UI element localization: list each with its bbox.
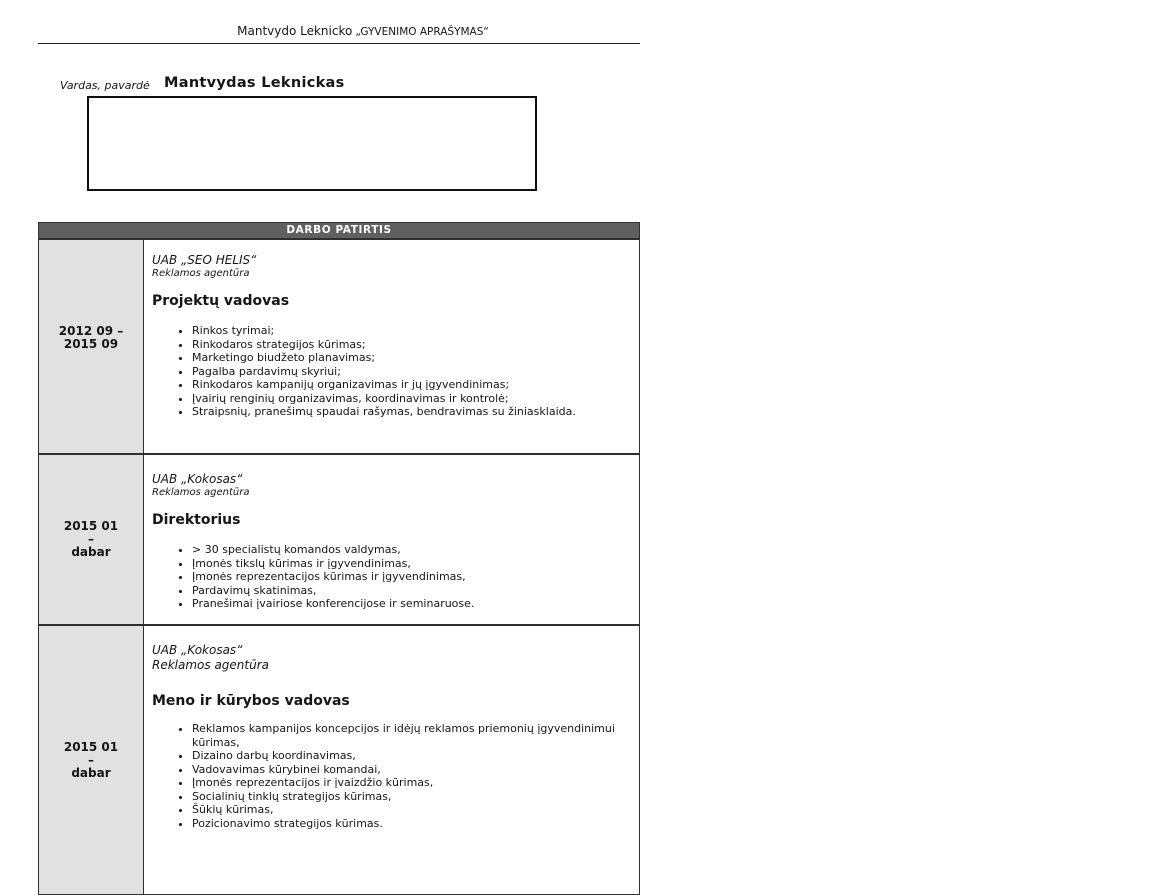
title-divider (38, 43, 640, 44)
page-title-prefix: Mantvydo Leknicko (237, 24, 353, 38)
experience-details-cell (144, 455, 639, 624)
duty-item: • Šūkių kūrimas, (192, 803, 625, 817)
job-title: Direktorius (152, 512, 241, 528)
page-title-caps: „GYVENIMO APRAŠYMAS“ (355, 26, 489, 38)
company-name: UAB „Kokosas“ (152, 472, 243, 486)
experience-table (38, 222, 640, 895)
duties-list (152, 543, 625, 611)
duty-item: • > 30 specialistų komandos valdymas, (192, 543, 625, 557)
company-name: UAB „Kokosas“ (152, 643, 243, 657)
period-line: 2015 01 (63, 519, 119, 533)
duty-item: • Pozicionavimo strategijos kūrimas. (192, 817, 625, 831)
duty-item: • Įmonės tikslų kūrimas ir įgyvendinimas, (192, 557, 625, 571)
experience-row (39, 453, 639, 624)
duty-item: • Įvairių renginių organizavimas, koordinavimas ir kontrolė; (192, 392, 625, 406)
duty-item: • Vadovavimas kūrybinei komandai, (192, 763, 625, 777)
period-line: dabar (71, 765, 111, 780)
company-type: Reklamos agentūra (152, 658, 270, 672)
company-type: Reklamos agentūra (152, 487, 250, 498)
experience-details-cell (144, 626, 639, 894)
duty-item: • Socialinių tinklų strategijos kūrimas, (192, 790, 625, 804)
period-line: – (88, 532, 94, 546)
duty-item: • Marketingo biudžeto planavimas; (192, 351, 625, 365)
name-field-value: Mantvydas Leknickas (164, 75, 345, 91)
duty-item: • Pardavimų skatinimas, (192, 584, 625, 598)
duty-item: • Reklamos kampanijos koncepcijos ir idėjų reklamos priemonių įgyvendinimui kūrimas, (192, 722, 625, 749)
company-type: Reklamos agentūra (152, 268, 250, 279)
period-line: 2015 09 (63, 336, 119, 351)
name-field-label: Vardas, pavardė (60, 79, 150, 92)
period-cell (39, 455, 144, 624)
period-line: – (88, 752, 94, 767)
duty-item: • Pranešimai įvairiose konferencijose ir seminaruose. (192, 597, 625, 611)
duties-list (152, 324, 625, 419)
period-cell (39, 626, 144, 894)
experience-details-cell (144, 240, 639, 453)
period-cell (39, 240, 144, 453)
job-title: Meno ir kūrybos vadovas (152, 693, 350, 709)
duty-item: • Dizaino darbų koordinavimas, (192, 749, 625, 763)
duty-item: • Įmonės reprezentacijos ir įvaizdžio kūrimas, (192, 776, 625, 790)
duty-item: • Rinkos tyrimai; (192, 324, 625, 338)
period-line: 2015 01 (63, 739, 119, 754)
job-title: Projektų vadovas (152, 293, 290, 309)
period-line: 2012 09 – (58, 323, 124, 338)
duty-item: • Įmonės reprezentacijos kūrimas ir įgyvendinimas, (192, 570, 625, 584)
experience-row (39, 238, 639, 453)
duty-item: • Rinkodaros strategijos kūrimas; (192, 338, 625, 352)
duty-item: • Rinkodaros kampanijų organizavimas ir jų įgyvendinimas; (192, 378, 625, 392)
experience-table-header: DARBO PATIRTIS (39, 223, 639, 238)
duty-item: • Straipsnių, pranešimų spaudai rašymas, bendravimas su žiniasklaida. (192, 405, 625, 419)
page-title (38, 24, 688, 38)
photo-placeholder-box (87, 96, 537, 191)
experience-row (39, 624, 639, 894)
duties-list (152, 722, 625, 830)
duty-item: • Pagalba pardavimų skyriui; (192, 365, 625, 379)
period-line: dabar (71, 545, 111, 559)
company-name: UAB „SEO HELIS“ (152, 253, 257, 267)
